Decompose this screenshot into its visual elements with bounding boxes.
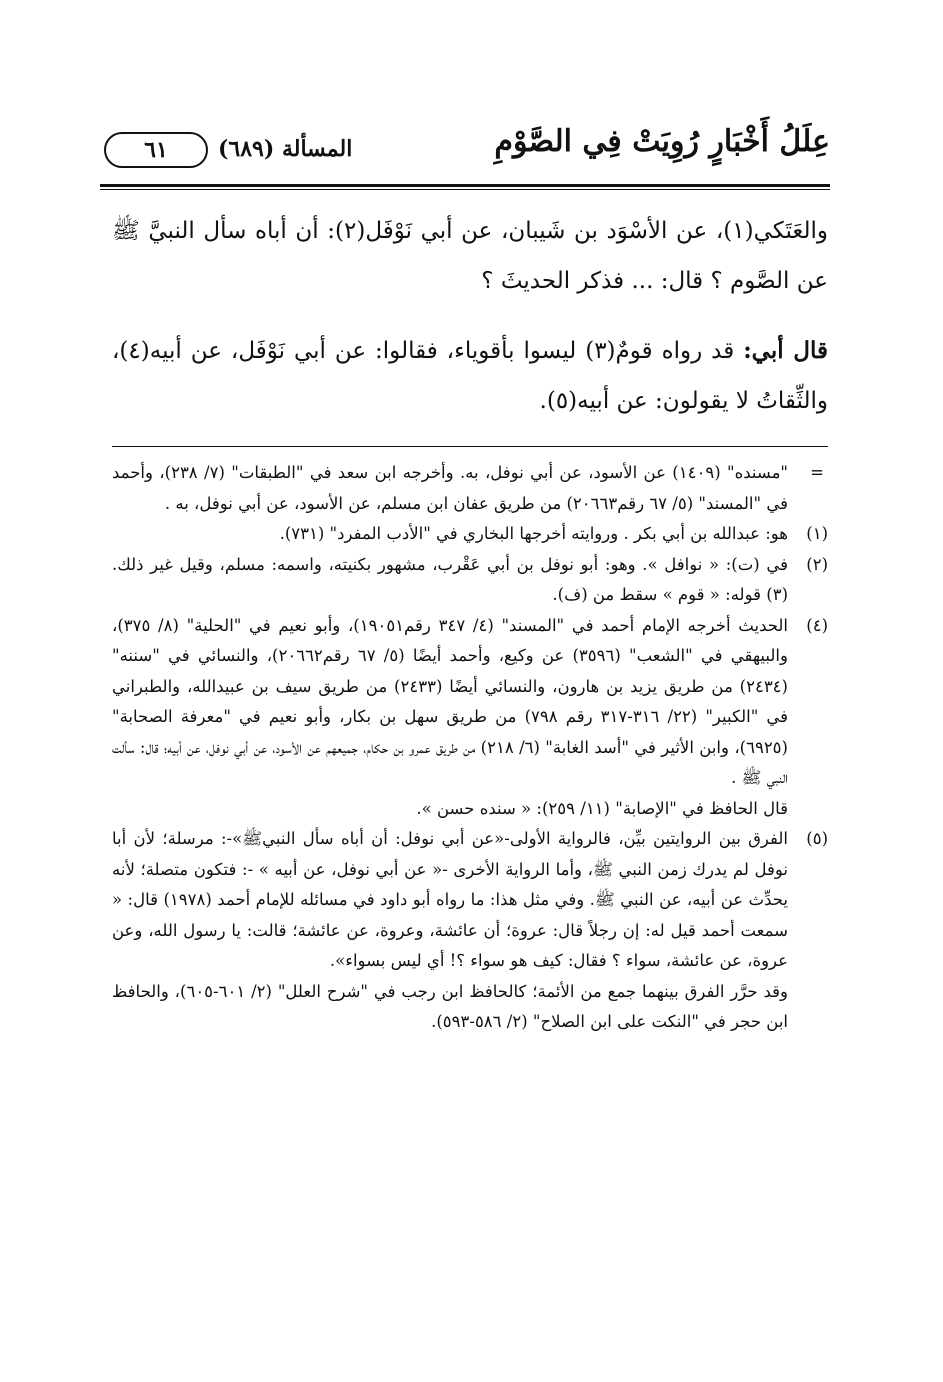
footnote-4 [112,611,828,825]
footnote-marker: (٥) [806,829,828,848]
footnotes [112,458,828,1038]
footnote-1 [112,519,828,550]
footnote-5 [112,824,828,1038]
main-paragraph-2-text: قد رواه قومٌ(٣) ليسوا بأقوياء، فقالوا: عن أبي نَوْفَل، عن أبيه(٤)، والثِّقاتُ لا يقولون: عن أبيه(٥). [112,338,828,414]
page-header [100,118,830,180]
footnote-text: وقد حرَّر الفرق بينهما جمع من الأئمة؛ كالحافظ ابن رجب في "شرح العلل" (٢/ ٦٠١-٦٠٥)، والحافظ ابن حجر في "النكت على ابن الصلاح" (٢/ ٥٨٦-٥٩٣). [112,981,788,1031]
footnote-marker: = [810,463,824,482]
footnote-continuation [112,458,828,519]
header-rule-thick [100,184,830,187]
footnote-marker: (٢) [806,554,828,574]
footnote-separator [112,446,828,447]
footnote-text: هو: عبدالله بن أبي بكر . وروايته أخرجها البخاري في "الأدب المفرد" (٧٣١). [279,524,788,543]
issue-label: المسألة (٦٨٩) [218,136,353,162]
footnote-marker: (١) [806,524,828,543]
page-number-badge: ٦١ [104,132,208,168]
header-rule-thin [100,189,830,190]
footnote-text: الحديث أخرجه الإمام أحمد في "المسند" (٤/ ٣٤٧ رقم١٩٠٥١)، وأبو نعيم في "الحلية" (٨/ ٣٧٥)، والبيهقي في "الشعب" (٣٥٩٦) عن وكيع، وأحمد أيضًا (٥/ ٦٧ رقم٢٠٦٦٢)، والنسائي في "سننه"(٢٤٣٤) من طريق يزيد بن هارون، والنسائي أيضًا (٢٤٣٣) من طريق سيف بن عبيدالله، والطبراني في "الكبير" (٢٢/ ٣١٦-٣١٧ رقم ٧٩٨) من طريق سهل بن بكار، وأبو نعيم في "معرفة الصحابة" (٦٩٢٥)، وابن الأثير في "أسد الغابة" (٦/ ٢١٨) من طريق عمرو بن حكام، جميعهم عن الأسود، عن أبي نوفل، عن أبيه؛ قال: سألت النبي ﷺ . [112,615,789,787]
footnote-2 [112,550,828,611]
main-text [112,206,828,426]
footnote-marker: (٤) [806,615,828,635]
main-paragraph-2 [112,326,828,426]
footnote-text: "مسنده" (١٤٠٩) عن الأسود، عن أبي نوفل، به. وأخرجه ابن سعد في "الطبقات" (٧/ ٢٣٨)، وأحمد في "المسند" (٥/ ٦٧ رقم٢٠٦٦٣) من طريق عفان ابن مسلم، عن الأسود، عن أبي نوفل، به . [112,463,789,513]
main-paragraph-1: والعَتَكي(١)، عن الأسْوَد بن شَيبان، عن أبي نَوْفَل(٢): أن أباه سأل النبيَّ ﷺ عن الصَّوم ؟ قال: ... فذكر الحديثَ ؟ [112,218,828,294]
book-title: عِلَلُ أَخْبَارٍ رُوِيَتْ فِي الصَّوْمِ [494,124,830,159]
footnote-text: في (ت): « نوافل ». وهو: أبو نوفل بن أبي عَقْرب، مشهور بكنيته، واسمه: مسلم، وقيل غير ذلك. (٣) قوله: « قوم » سقط من (ف). [112,554,788,604]
footnote-text: قال الحافظ في "الإصابة" (١١/ ٢٥٩): « سنده حسن ». [416,798,788,818]
speaker-label: قال أبي: [743,337,828,364]
footnote-text: الفرق بين الروايتين بيِّن، فالرواية الأولى-«عن أبي نوفل: أن أباه سأل النبيﷺ»-: مرسلة؛ لأن أبا نوفل لم يدرك زمن النبي ﷺ، وأما الرواية الأخرى -« عن أبي نوفل، عن أبيه » -: فتكون متصلة؛ لأنه يحدِّث عن أبيه، عن النبي ﷺ. وفي مثل هذا: ما رواه أبو داود في مسائله للإمام أحمد (١٩٧٨) قال: « سمعت أحمد قيل له: إن رجلاً قال: عروة؛ أن عائشة، وعروة، عن عائشة؛ قالت: يا رسول الله، وعن عروة، عن عائشة، سواء ؟ فقال: كيف هو سواء ؟! أي ليس بسواء». [112,829,788,970]
